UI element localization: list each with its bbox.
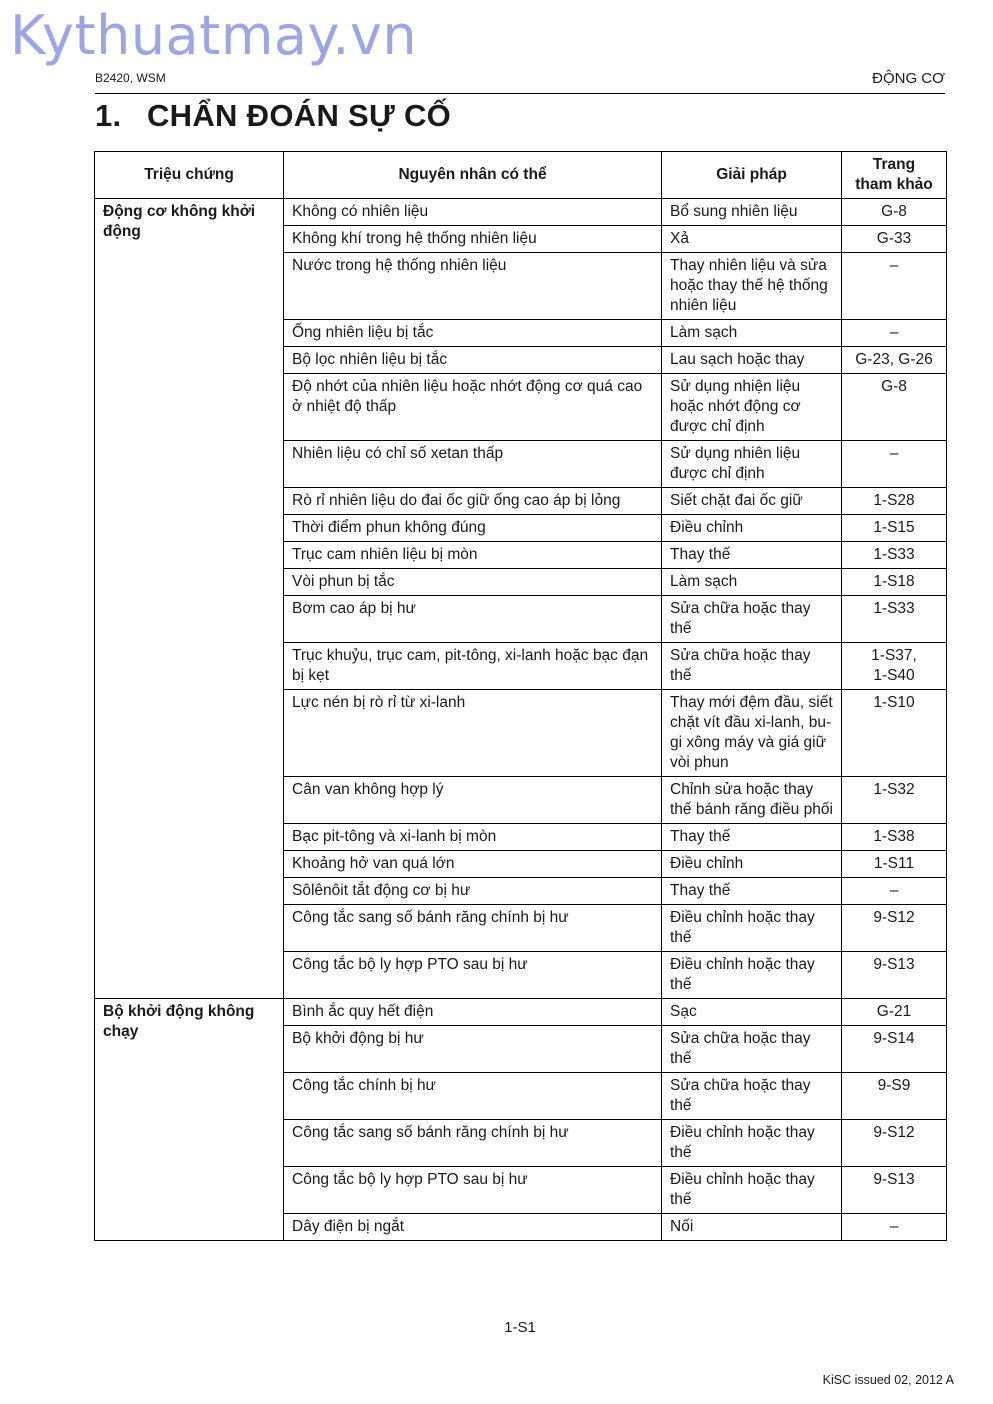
reference-text: 1-S33 xyxy=(873,600,915,617)
header-cause: Nguyên nhân có thể xyxy=(284,152,662,199)
cause-cell: Bộ khởi động bị hư xyxy=(284,1026,662,1073)
cause-cell: Nước trong hệ thống nhiên liệu xyxy=(284,253,662,320)
reference-text: G-23, G-26 xyxy=(855,351,933,368)
reference-cell xyxy=(842,569,947,596)
title-text: CHẨN ĐOÁN SỰ CỐ xyxy=(147,98,452,133)
cause-cell: Sôlênôit tắt động cơ bị hư xyxy=(284,878,662,905)
solution-cell: Điều chỉnh hoặc thay thế xyxy=(662,1167,842,1214)
reference-cell xyxy=(842,690,947,777)
header-reference-line: tham khảo xyxy=(855,176,933,193)
solution-cell: Sử dụng nhiên liệu được chỉ định xyxy=(662,441,842,488)
solution-cell: Điều chỉnh hoặc thay thế xyxy=(662,952,842,999)
reference-cell xyxy=(842,824,947,851)
symptom-cell: Động cơ không khởi động xyxy=(95,199,284,999)
cause-cell: Trục khuỷu, trục cam, pit-tông, xi-lanh hoặc bạc đạn bị kẹt xyxy=(284,643,662,690)
reference-text: G-8 xyxy=(881,203,907,220)
reference-cell xyxy=(842,596,947,643)
reference-cell xyxy=(842,1073,947,1120)
cause-cell: Khoảng hở van quá lớn xyxy=(284,851,662,878)
reference-text: 1-S40 xyxy=(873,667,915,684)
cause-cell: Không khí trong hệ thống nhiên liệu xyxy=(284,226,662,253)
solution-cell: Điều chỉnh xyxy=(662,851,842,878)
cause-cell: Bình ắc quy hết điện xyxy=(284,999,662,1026)
reference-cell xyxy=(842,374,947,441)
reference-text: – xyxy=(889,445,899,462)
cause-cell: Không có nhiên liệu xyxy=(284,199,662,226)
header-section: ĐỘNG CƠ xyxy=(872,70,945,87)
reference-cell xyxy=(842,320,947,347)
table-row xyxy=(95,999,947,1026)
solution-cell: Sửa chữa hoặc thay thế xyxy=(662,643,842,690)
reference-text: 1-S28 xyxy=(873,492,915,509)
table-body xyxy=(95,199,947,1241)
solution-cell: Sửa chữa hoặc thay thế xyxy=(662,596,842,643)
reference-text: 9-S12 xyxy=(873,1124,915,1141)
reference-cell xyxy=(842,199,947,226)
reference-text: 1-S11 xyxy=(873,855,915,872)
reference-text: 9-S13 xyxy=(873,1171,915,1188)
page-number: 1-S1 xyxy=(504,1319,536,1336)
reference-cell xyxy=(842,226,947,253)
solution-cell: Điều chỉnh hoặc thay thế xyxy=(662,905,842,952)
reference-cell xyxy=(842,441,947,488)
solution-cell: Điều chỉnh xyxy=(662,515,842,542)
solution-cell: Bổ sung nhiên liệu xyxy=(662,199,842,226)
reference-text: G-33 xyxy=(876,230,912,247)
reference-cell xyxy=(842,1120,947,1167)
solution-cell: Làm sạch xyxy=(662,569,842,596)
solution-cell: Điều chỉnh hoặc thay thế xyxy=(662,1120,842,1167)
cause-cell: Công tắc sang số bánh răng chính bị hư xyxy=(284,905,662,952)
cause-cell: Công tắc bộ ly hợp PTO sau bị hư xyxy=(284,1167,662,1214)
reference-cell xyxy=(842,851,947,878)
cause-cell: Công tắc sang số bánh răng chính bị hư xyxy=(284,1120,662,1167)
reference-text: 1-S33 xyxy=(873,546,915,563)
reference-text: 1-S18 xyxy=(873,573,915,590)
solution-cell: Chỉnh sửa hoặc thay thế bánh răng điều phối xyxy=(662,777,842,824)
page-title xyxy=(95,98,451,134)
solution-cell: Lau sạch hoặc thay xyxy=(662,347,842,374)
reference-cell xyxy=(842,488,947,515)
reference-text: – xyxy=(889,324,899,341)
header-symptom: Triệu chứng xyxy=(95,152,284,199)
cause-cell: Cân van không hợp lý xyxy=(284,777,662,824)
cause-cell: Ống nhiên liệu bị tắc xyxy=(284,320,662,347)
diagnosis-table xyxy=(94,151,947,1241)
reference-text: 9-S12 xyxy=(873,909,915,926)
solution-cell: Sử dụng nhiện liệu hoặc nhớt động cơ được chỉ định xyxy=(662,374,842,441)
reference-text: 1-S37, xyxy=(871,647,917,664)
solution-cell: Thay thế xyxy=(662,824,842,851)
solution-cell: Siết chặt đai ốc giữ xyxy=(662,488,842,515)
cause-cell: Bạc pit-tông và xi-lanh bị mòn xyxy=(284,824,662,851)
watermark: Kythuatmay.vn xyxy=(10,4,418,67)
reference-cell xyxy=(842,1026,947,1073)
solution-cell: Sạc xyxy=(662,999,842,1026)
cause-cell: Trục cam nhiên liệu bị mòn xyxy=(284,542,662,569)
solution-cell: Thay nhiên liệu và sửa hoặc thay thế hệ thống nhiên liệu xyxy=(662,253,842,320)
title-number: 1. xyxy=(95,98,122,133)
cause-cell: Độ nhớt của nhiên liệu hoặc nhớt động cơ quá cao ở nhiệt độ thấp xyxy=(284,374,662,441)
solution-cell: Thay mới đệm đầu, siết chặt vít đầu xi-lanh, bu-gi xông máy và giá giữ vòi phun xyxy=(662,690,842,777)
reference-text: G-21 xyxy=(876,1003,912,1020)
reference-cell xyxy=(842,777,947,824)
reference-cell xyxy=(842,952,947,999)
reference-cell xyxy=(842,253,947,320)
cause-cell: Thời điểm phun không đúng xyxy=(284,515,662,542)
cause-cell: Lực nén bị rò rỉ từ xi-lanh xyxy=(284,690,662,777)
reference-text: 9-S9 xyxy=(877,1077,911,1094)
reference-text: 1-S38 xyxy=(873,828,915,845)
reference-text: – xyxy=(889,882,899,899)
reference-text: 1-S32 xyxy=(873,781,915,798)
reference-text: 1-S10 xyxy=(873,694,915,711)
solution-cell: Xả xyxy=(662,226,842,253)
reference-cell xyxy=(842,542,947,569)
reference-text: 9-S13 xyxy=(873,956,915,973)
reference-cell xyxy=(842,878,947,905)
cause-cell: Công tắc chính bị hư xyxy=(284,1073,662,1120)
solution-cell: Sửa chữa hoặc thay thế xyxy=(662,1026,842,1073)
header-solution: Giải pháp xyxy=(662,152,842,199)
reference-cell xyxy=(842,515,947,542)
solution-cell: Làm sạch xyxy=(662,320,842,347)
table-row xyxy=(95,199,947,226)
cause-cell: Rò rỉ nhiên liệu do đai ốc giữ ống cao áp bị lỏng xyxy=(284,488,662,515)
reference-text: 1-S15 xyxy=(873,519,915,536)
symptom-cell: Bộ khởi động không chạy xyxy=(95,999,284,1241)
header-reference xyxy=(842,152,947,199)
reference-cell xyxy=(842,999,947,1026)
reference-cell xyxy=(842,905,947,952)
cause-cell: Dây điện bị ngắt xyxy=(284,1214,662,1241)
table-header-row xyxy=(95,152,947,199)
cause-cell: Bơm cao áp bị hư xyxy=(284,596,662,643)
cause-cell: Bộ lọc nhiên liệu bị tắc xyxy=(284,347,662,374)
reference-cell xyxy=(842,347,947,374)
reference-text: – xyxy=(889,1218,899,1235)
reference-text: G-8 xyxy=(881,378,907,395)
solution-cell: Thay thế xyxy=(662,878,842,905)
cause-cell: Công tắc bộ ly hợp PTO sau bị hư xyxy=(284,952,662,999)
reference-text: 9-S14 xyxy=(873,1030,915,1047)
solution-cell: Sửa chữa hoặc thay thế xyxy=(662,1073,842,1120)
issued-note: KiSC issued 02, 2012 A xyxy=(822,1373,954,1387)
reference-cell xyxy=(842,1167,947,1214)
reference-text: – xyxy=(889,257,899,274)
solution-cell: Nối xyxy=(662,1214,842,1241)
reference-cell xyxy=(842,1214,947,1241)
header-model: B2420, WSM xyxy=(95,71,166,85)
cause-cell: Nhiên liệu có chỉ số xetan thấp xyxy=(284,441,662,488)
solution-cell: Thay thế xyxy=(662,542,842,569)
header-reference-line: Trang xyxy=(872,156,916,173)
reference-cell xyxy=(842,643,947,690)
header-rule xyxy=(95,93,945,94)
cause-cell: Vòi phun bị tắc xyxy=(284,569,662,596)
